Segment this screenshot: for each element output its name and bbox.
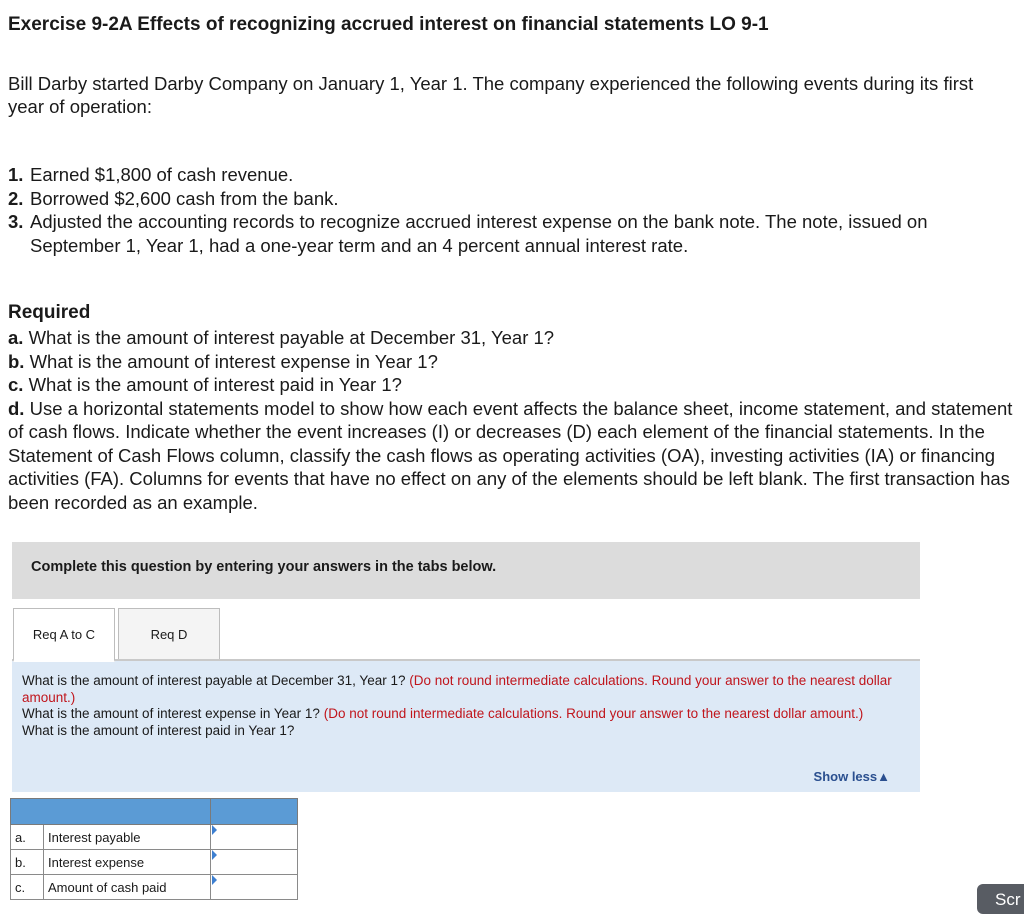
question-panel [12, 661, 920, 792]
answer-cell [211, 875, 298, 900]
show-less-link[interactable] [814, 769, 890, 786]
answer-cell [211, 850, 298, 875]
interest-payable-input[interactable] [211, 826, 297, 848]
question-b-text: What is the amount of interest expense in Year 1? [22, 706, 320, 721]
interest-expense-input[interactable] [211, 851, 297, 873]
required-text: What is the amount of interest paid in Year 1? [28, 374, 402, 395]
required-item [8, 350, 1020, 374]
instruction-banner [12, 542, 920, 599]
event-text: Adjusted the accounting records to recognize accrued interest expense on the bank note. The note, issued on September 1, Year 1, had a one-year term and an 4 percent annual interest rate. [30, 211, 928, 256]
cash-paid-input[interactable] [211, 876, 297, 898]
required-letter: b. [8, 350, 25, 372]
required-heading: Required [8, 302, 91, 323]
show-less-label: Show less [813, 769, 878, 784]
tab-req-a-to-c[interactable]: Req A to C [13, 608, 115, 662]
row-letter: c. [11, 875, 44, 900]
event-item [8, 187, 1008, 211]
header-cell [11, 799, 211, 825]
tab-bar [12, 608, 920, 660]
event-text: Borrowed $2,600 cash from the bank. [30, 187, 339, 209]
required-text: Use a horizontal statements model to show how each event affects the balance sheet, income statement, and statement of cash flows. Indicate whether the event increases (I) or decreases (D) each element of the financial statements. In the Statement of Cash Flows column, classify the cash flows as operating activities (OA), investing activities (IA) or financing activities (FA). Columns for events that have no effect on any of the elements should be left blank. The first transaction has been recorded as an example. [8, 397, 1013, 513]
answer-row [11, 825, 298, 850]
required-letter: a. [8, 327, 24, 348]
question-c [22, 723, 912, 740]
scroll-button[interactable]: Scr [977, 884, 1024, 914]
answer-row [11, 875, 298, 900]
required-list [8, 326, 1020, 514]
events-list [8, 163, 1008, 257]
event-number: 3. [8, 211, 24, 232]
answer-row [11, 850, 298, 875]
question-b-note: (Do not round intermediate calculations. Round your answer to the nearest dollar amount.) [323, 706, 864, 721]
question-a-text: What is the amount of interest payable at December 31, Year 1? [22, 673, 406, 688]
event-item [8, 163, 1008, 187]
exercise-title: Exercise 9-2A Effects of recognizing accrued interest on financial statements LO 9-1 [8, 14, 769, 35]
answer-cell [211, 825, 298, 850]
triangle-up-icon: ▲ [877, 769, 890, 784]
event-item [8, 210, 1008, 257]
header-cell [211, 799, 298, 825]
question-a [22, 673, 912, 706]
row-letter: b. [11, 850, 44, 875]
banner-text: Complete this question by entering your answers in the tabs below. [31, 559, 497, 575]
required-letter: d. [8, 397, 25, 419]
question-c-text: What is the amount of interest paid in Year 1? [22, 722, 295, 738]
row-label: Interest payable [44, 825, 211, 850]
required-item [8, 326, 1020, 350]
required-text: What is the amount of interest payable at December 31, Year 1? [28, 327, 555, 348]
row-letter: a. [11, 825, 44, 850]
question-a-note: (Do not round intermediate calculations. Round your answer to the nearest dollar amount.) [22, 673, 892, 705]
required-item [8, 373, 1020, 397]
required-letter: c. [8, 374, 24, 395]
intro-paragraph: Bill Darby started Darby Company on January 1, Year 1. The company experienced the following events during its first year of operation: [8, 73, 974, 117]
event-number: 2. [8, 187, 24, 209]
answer-table [10, 798, 298, 900]
answer-table-header [11, 799, 298, 825]
question-b [22, 706, 912, 723]
row-label: Amount of cash paid [44, 875, 211, 900]
question-text-block [22, 673, 912, 739]
required-text: What is the amount of interest expense in Year 1? [29, 350, 438, 372]
tab-req-d[interactable]: Req D [118, 608, 220, 660]
event-number: 1. [8, 164, 24, 185]
event-text: Earned $1,800 of cash revenue. [30, 164, 294, 185]
required-item [8, 397, 1020, 515]
row-label: Interest expense [44, 850, 211, 875]
